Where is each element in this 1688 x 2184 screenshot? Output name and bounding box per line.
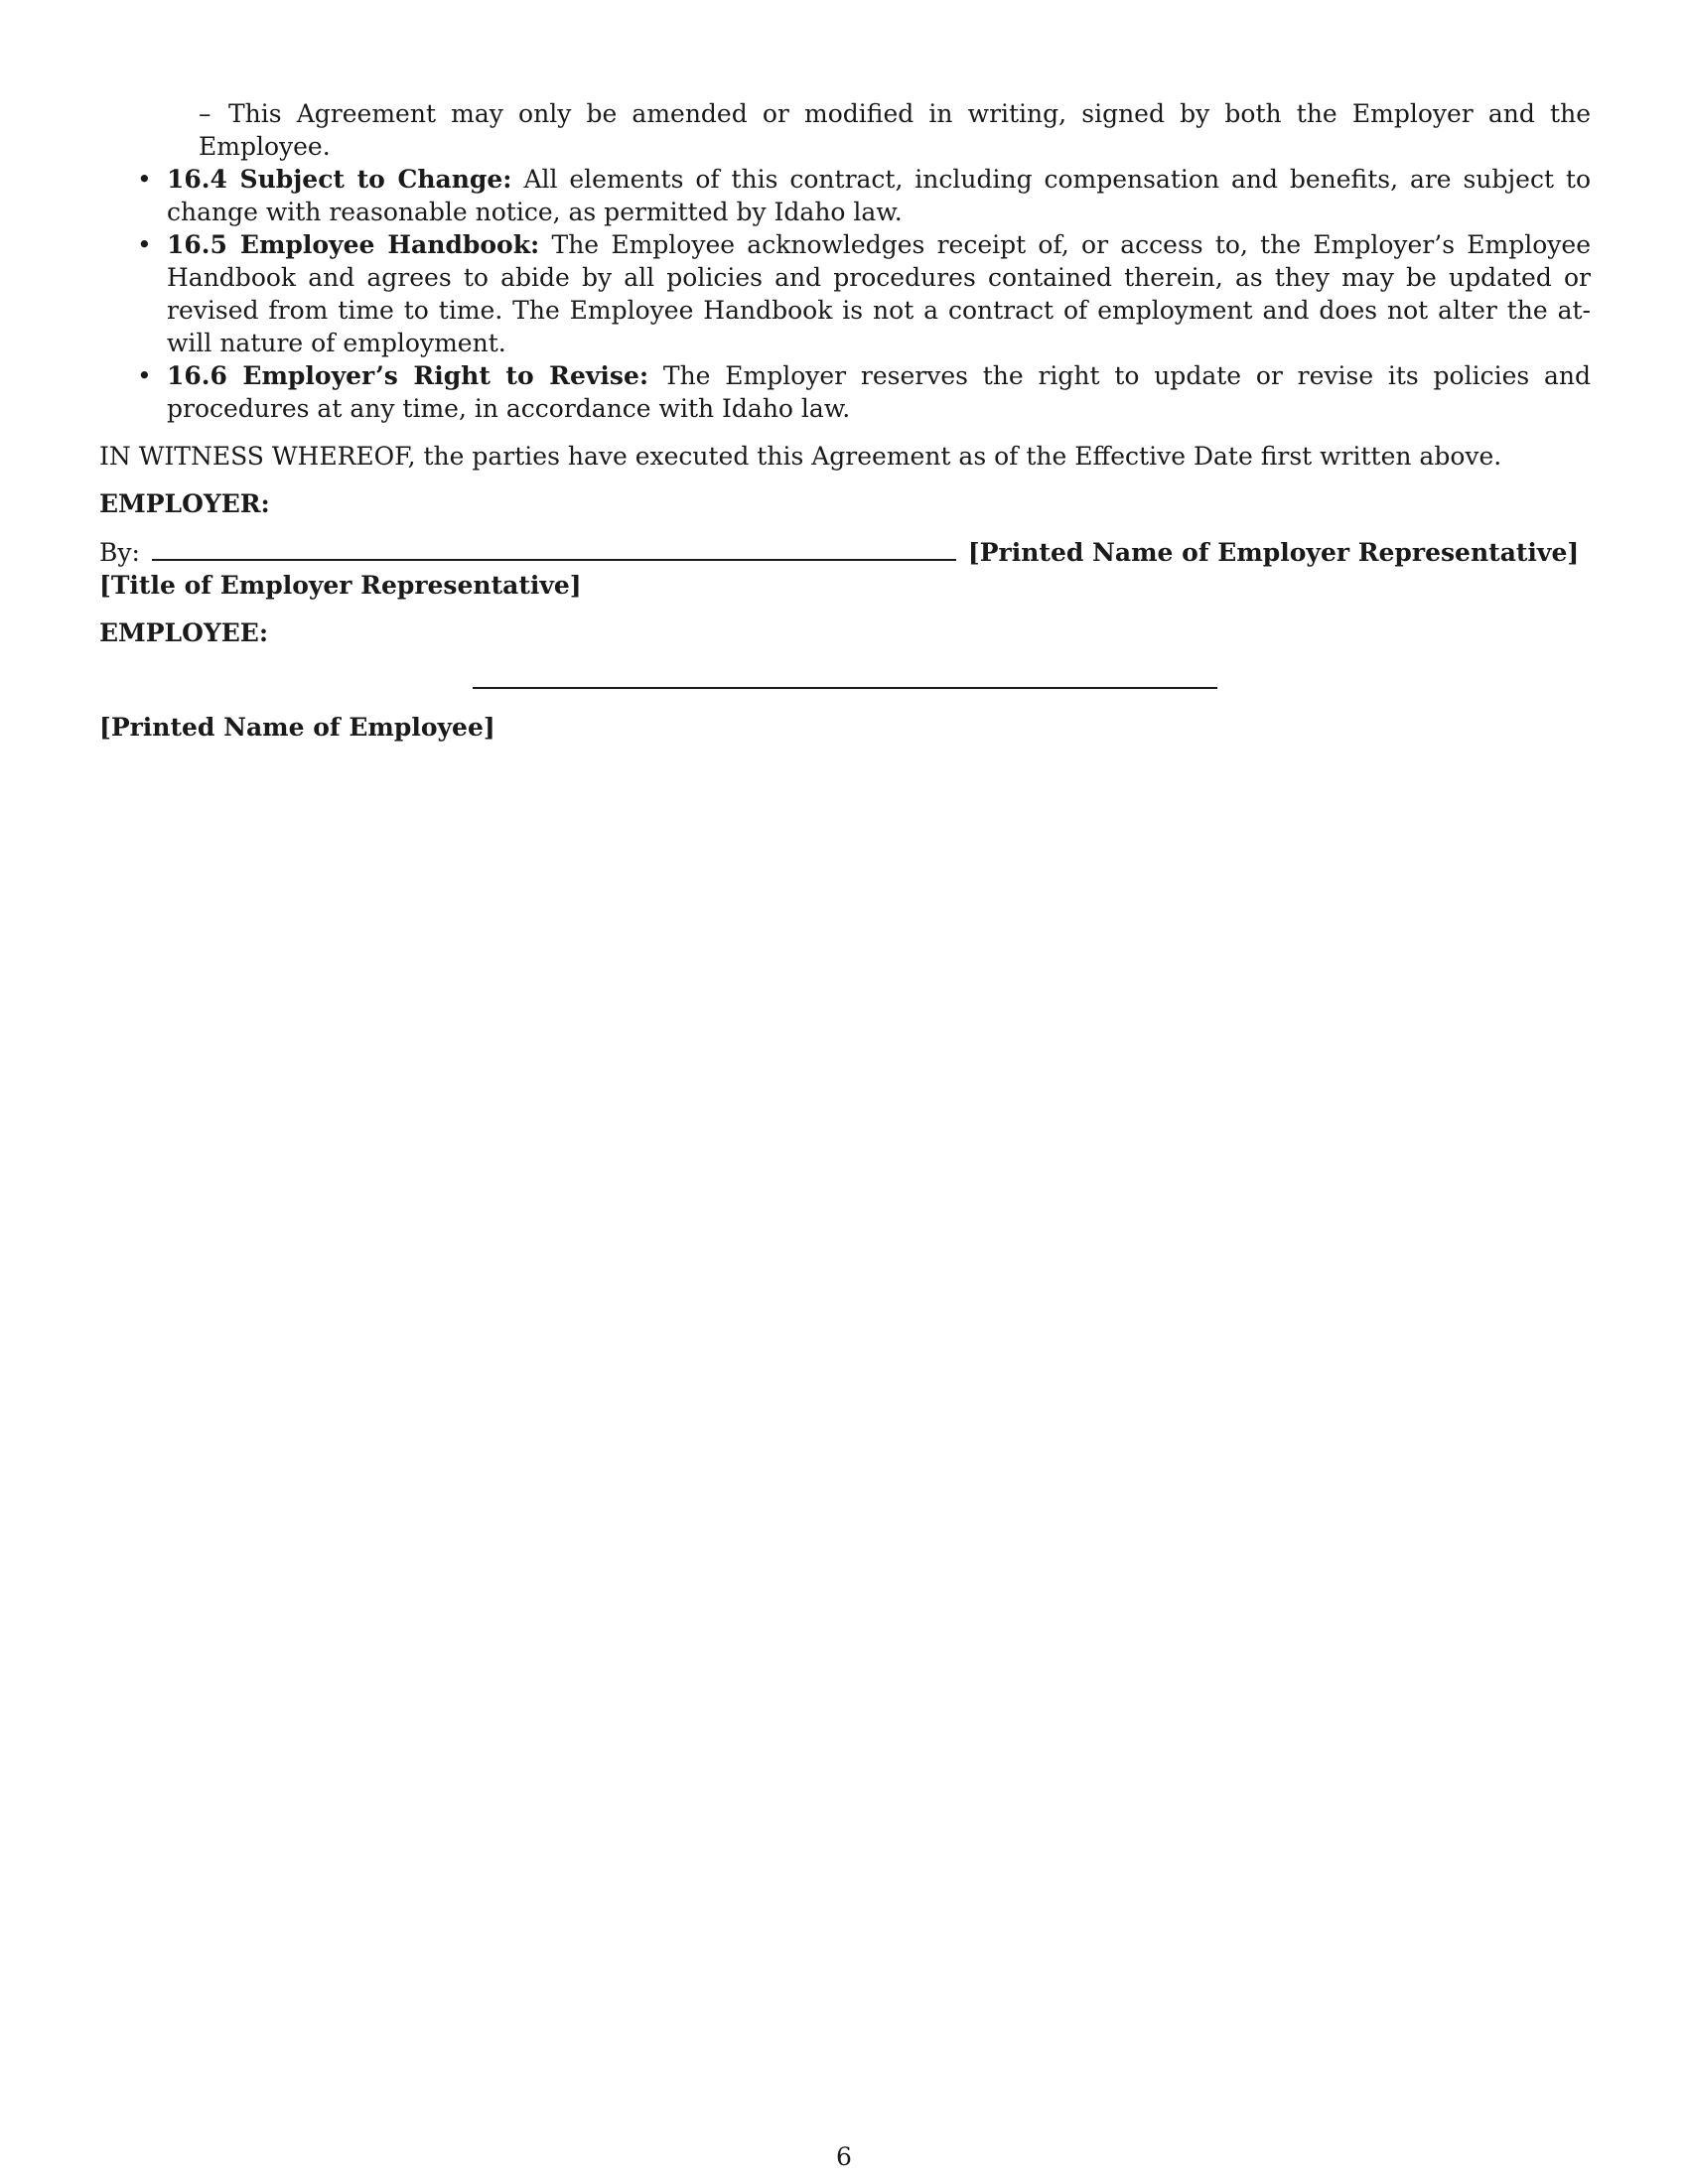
employer-label: EMPLOYER: (99, 489, 270, 518)
bullet-marker: • (137, 230, 152, 259)
employee-printed-name: [Printed Name of Employee] (99, 713, 495, 742)
clause-text: All elements of this contract, including compensation and benefits, are subject to change with reasonable notice, as permitted by Idaho law. (167, 165, 1591, 226)
clause-text: The Employer reserves the right to update or revise its policies and procedures at any time, in accordance with Idaho law. (167, 361, 1591, 423)
clause-heading: 16.5 Employee Handbook: (167, 230, 540, 259)
sub-clause-amendment (199, 97, 1591, 163)
page-number: 6 (836, 2142, 852, 2171)
employer-signature-line (99, 535, 1591, 569)
clause-heading: 16.6 Employer’s Right to Revise: (167, 361, 649, 390)
clause-heading: 16.4 Subject to Change: (167, 165, 512, 194)
employer-printed-name: [Printed Name of Employer Representative] (967, 538, 1580, 567)
bullet-marker: • (137, 165, 152, 194)
bullet-marker: • (137, 361, 152, 390)
clause-16-5 (99, 228, 1591, 359)
employee-signature-rule (473, 671, 1217, 689)
employee-label: EMPLOYEE: (99, 618, 269, 647)
by-label: By: (99, 538, 140, 567)
clause-text: The Employee acknowledges receipt of, or access to, the Employer’s Employee Handbook and agrees to abide by all policies and procedures contained therein, as they may be updated or revised from time to time. The Employee Handbook is not a contract of employment and does not alter the at-will nature of employment. (167, 230, 1591, 357)
sub-clause-text: This Agreement may only be amended or modified in writing, signed by both the Employer and the Employee. (199, 99, 1591, 161)
document-page (99, 97, 1591, 744)
section-list (99, 163, 1591, 425)
witness-statement: IN WITNESS WHEREOF, the parties have executed this Agreement as of the Effective Date first written above. (99, 442, 1502, 471)
employer-title: [Title of Employer Representative] (99, 571, 582, 600)
clause-16-4 (99, 163, 1591, 228)
clause-16-6 (99, 359, 1591, 425)
employer-signature-rule (152, 535, 956, 561)
dash-marker: – (199, 99, 211, 128)
